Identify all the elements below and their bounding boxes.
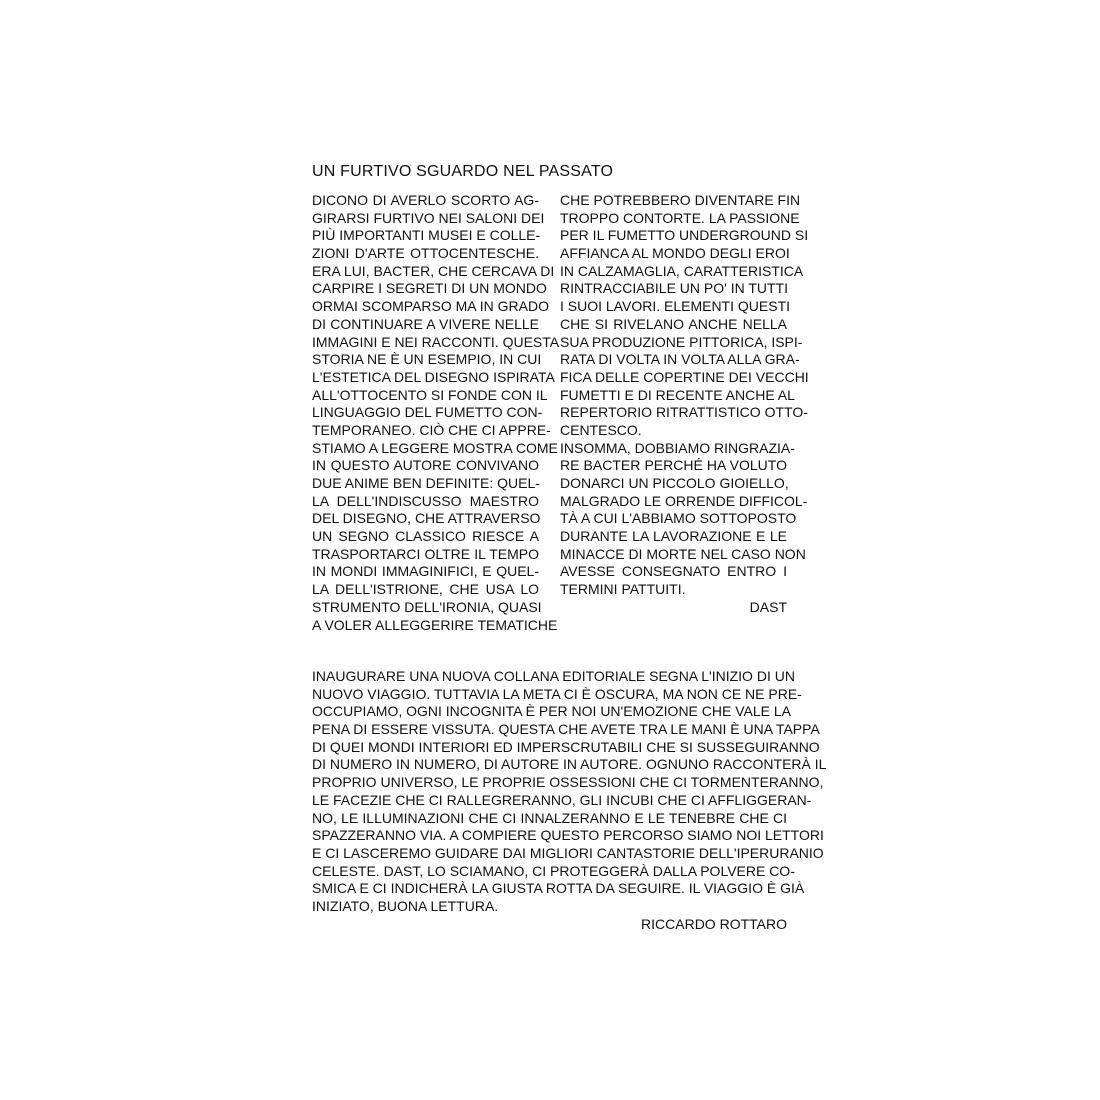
- article-title: UN FURTIVO SGUARDO NEL PASSATO: [312, 163, 614, 180]
- text-line: PENA DI ESSERE VISSUTA. QUESTA CHE AVETE TRA LE MANI È UNA TAPPA: [312, 721, 820, 738]
- text-line: DI QUEI MONDI INTERIORI ED IMPERSCRUTABILI CHE SI SUSSEGUIRANNO: [312, 738, 820, 755]
- text-line: NO, LE ILLUMINAZIONI CHE CI INNALZERANNO E LE TENEBRE CHE CI: [312, 809, 787, 826]
- text-line: IN MONDI IMMAGINIFICI, E QUEL-: [312, 563, 539, 580]
- text-line: SPAZZERANNO VIA. A COMPIERE QUESTO PERCORSO SIAMO NOI LETTORI: [312, 827, 824, 844]
- text-line: AVESSE CONSEGNATO ENTRO I: [560, 563, 787, 580]
- text-line: PROPRIO UNIVERSO, LE PROPRIE OSSESSIONI CHE CI TORMENTERANNO,: [312, 774, 824, 791]
- text-line: LA DELL'ISTRIONE, CHE USA LO: [312, 581, 539, 598]
- text-line: TERMINI PATTUITI.: [560, 581, 686, 598]
- editorial-intro: [312, 668, 827, 933]
- text-line: SMICA E CI INDICHERÀ LA GIUSTA ROTTA DA SEGUIRE. IL VIAGGIO È GIÀ: [312, 880, 805, 897]
- text-line: UN SEGNO CLASSICO RIESCE A: [312, 528, 539, 545]
- text-line: INSOMMA, DOBBIAMO RINGRAZIA-: [560, 439, 795, 456]
- text-column-right: [560, 192, 809, 634]
- text-line: ALL'OTTOCENTO SI FONDE CON IL: [312, 386, 548, 403]
- text-line: SUA PRODUZIONE PITTORICA, ISPI-: [560, 333, 803, 350]
- text-line: CHE SI RIVELANO ANCHE NELLA: [560, 315, 787, 332]
- text-line: TEMPORANEO. CIÒ CHE CI APPRE-: [312, 421, 551, 438]
- text-line: DUE ANIME BEN DEFINITE: QUEL-: [312, 475, 540, 491]
- text-line: ZIONI D'ARTE OTTOCENTESCHE.: [312, 245, 539, 262]
- text-line: CELESTE. DAST, LO SCIAMANO, CI PROTEGGERÀ DALLA POLVERE CO-: [312, 862, 795, 879]
- text-line: TROPPO CONTORTE. LA PASSIONE: [560, 209, 800, 226]
- text-line: RE BACTER PERCHÉ HA VOLUTO: [560, 457, 787, 474]
- text-line: CHE POTREBBERO DIVENTARE FIN: [560, 192, 801, 208]
- text-line: DURANTE LA LAVORAZIONE E LE: [560, 528, 787, 545]
- text-line: OCCUPIAMO, OGNI INCOGNITA È PER NOI UN'EMOZIONE CHE VALE LA: [312, 703, 792, 720]
- text-line: STRUMENTO DELL'IRONIA, QUASI: [312, 598, 542, 615]
- text-line: ERA LUI, BACTER, CHE CERCAVA DI: [312, 262, 555, 279]
- text-line: CARPIRE I SEGRETI DI UN MONDO: [312, 280, 547, 297]
- text-line: IMMAGINI E NEI RACCONTI. QUESTA: [312, 333, 560, 350]
- text-line: CENTESCO.: [560, 421, 642, 438]
- text-line: MALGRADO LE ORRENDE DIFFICOL-: [560, 492, 808, 509]
- text-line: STIAMO A LEGGERE MOSTRA COME: [312, 439, 558, 456]
- text-column-left: [312, 192, 560, 634]
- text-line: TÀ A CUI L'ABBIAMO SOTTOPOSTO: [560, 510, 797, 527]
- text-line: I SUOI LAVORI. ELEMENTI QUESTI: [560, 298, 791, 315]
- text-line: FICA DELLE COPERTINE DEI VECCHI: [560, 368, 809, 385]
- text-line: A VOLER ALLEGGERIRE TEMATICHE: [312, 616, 558, 633]
- text-line: INAUGURARE UNA NUOVA COLLANA EDITORIALE SEGNA L'INIZIO DI UN: [312, 668, 795, 684]
- two-column-text: [312, 192, 809, 634]
- editorial-page: [312, 160, 827, 932]
- text-line: TRASPORTARCI OLTRE IL TEMPO: [312, 545, 539, 562]
- signature-dast: DAST: [749, 598, 787, 615]
- text-line: L'ESTETICA DEL DISEGNO ISPIRATA: [312, 368, 555, 385]
- text-column-right-lines: [560, 192, 809, 599]
- text-line: PIÙ IMPORTANTI MUSEI E COLLE-: [312, 227, 541, 244]
- text-line: DICONO DI AVERLO SCORTO AG-: [312, 192, 539, 208]
- signature-riccardo-rottaro: RICCARDO ROTTARO: [641, 915, 787, 932]
- text-line: E CI LASCEREMO GUIDARE DAI MIGLIORI CANTASTORIE DELL'IPERURANIO: [312, 844, 824, 861]
- text-line: RINTRACCIABILE UN PO' IN TUTTI: [560, 280, 788, 297]
- text-line: NUOVO VIAGGIO. TUTTAVIA LA META CI È OSCURA, MA NON CE NE PRE-: [312, 685, 802, 702]
- text-line: DI CONTINUARE A VIVERE NELLE: [312, 315, 539, 332]
- text-line: IN QUESTO AUTORE CONVIVANO: [312, 457, 539, 474]
- text-line: RATA DI VOLTA IN VOLTA ALLA GRA-: [560, 351, 800, 368]
- text-line: DI NUMERO IN NUMERO, DI AUTORE IN AUTORE. OGNUNO RACCONTERÀ IL: [312, 756, 827, 773]
- text-line: DONARCI UN PICCOLO GIOIELLO,: [560, 475, 789, 491]
- text-line: ORMAI SCOMPARSO MA IN GRADO: [312, 298, 549, 315]
- text-line: DEL DISEGNO, CHE ATTRAVERSO: [312, 510, 541, 527]
- text-line: IN CALZAMAGLIA, CARATTERISTICA: [560, 262, 804, 279]
- text-line: AFFIANCA AL MONDO DEGLI EROI: [560, 245, 790, 262]
- text-line: FUMETTI E DI RECENTE ANCHE AL: [560, 386, 795, 403]
- text-line: LA DELL'INDISCUSSO MAESTRO: [312, 492, 539, 509]
- text-line: GIRARSI FURTIVO NEI SALONI DEI: [312, 209, 545, 226]
- text-line: LINGUAGGIO DEL FUMETTO CON-: [312, 404, 543, 421]
- text-line: LE FACEZIE CHE CI RALLEGRERANNO, GLI INCUBI CHE CI AFFLIGGERAN-: [312, 791, 812, 808]
- text-line: PER IL FUMETTO UNDERGROUND SI: [560, 227, 809, 244]
- text-line: MINACCE DI MORTE NEL CASO NON: [560, 545, 806, 562]
- text-line: REPERTORIO RITRATTISTICO OTTO-: [560, 404, 808, 421]
- editorial-intro-lines: [312, 668, 827, 916]
- text-line: STORIA NE È UN ESEMPIO, IN CUI: [312, 351, 542, 368]
- text-line: INIZIATO, BUONA LETTURA.: [312, 897, 499, 914]
